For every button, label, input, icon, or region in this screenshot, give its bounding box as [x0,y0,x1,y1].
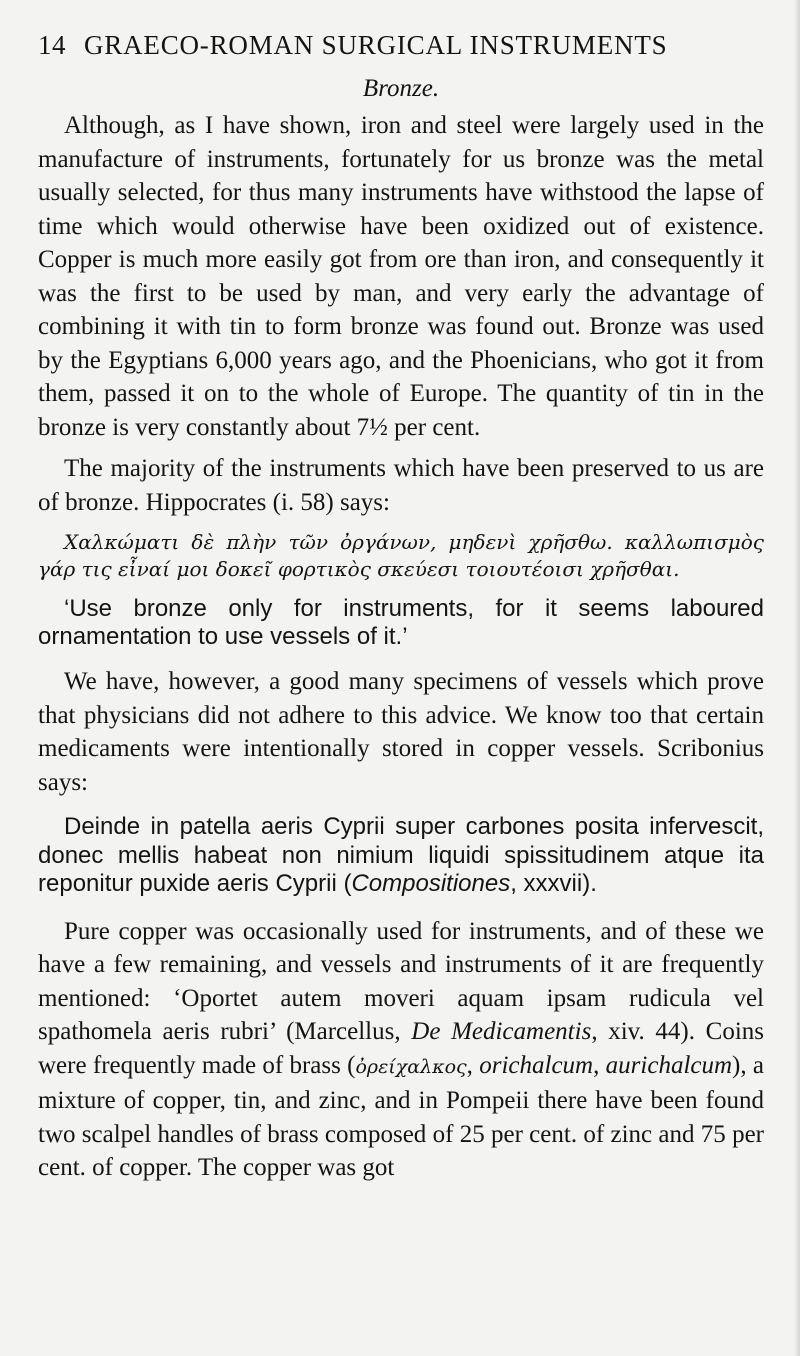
paragraph-vessels: We have, however, a good many specimens of vessels which prove that physicians did not adhere to this advice. We know too that certain medicaments were intentionally stored in copper vessels. Scribonius says: [38,668,764,796]
page-number: 14 [38,30,66,60]
copper-text-e: ), a mixture of copper, tin, and zinc, and in Pompeii there have been found two scalpel handles of brass composed of 25 per cent. of zinc and 75 per cent. of copper. The copper was got [38,1051,765,1181]
greek-quotation: Χαλκώματι δὲ πλὴν τῶν ὀργάνων, μηδενὶ χρῆσθω. καλλωπισμὸς γάρ τις εἶναί μοι δοκεῖ φορτικὸς σκεύεσι τοιουτέοισι χρῆσθαι. [38,530,764,581]
latin-quotation-text: Deinde in patella aeris Cyprii super carbones posita infervescit, donec mellis habeat non nimium liquidi spissitudinem atque ita reponitur puxide aeris Cyprii ( [38,813,764,897]
work-title: De Medicamentis [411,1018,592,1045]
running-head [38,30,764,61]
latin-quotation-source: Compositiones [351,870,511,897]
latin-quotation-ref: , xxxvii). [510,870,597,897]
paragraph-bronze-intro: Although, as I have shown, iron and steel were largely used in the manufacture of instruments, fortunately for us bronze was the metal usually selected, for thus many instruments have withstood the lapse of time which would otherwise have been oxidized out of existence. Copper is much more easily got from ore than iron, and consequently it was the first to be used by man, and very early the advantage of combining it with tin to form bronze was found out. Bronze was used by the Egyptians 6,000 years ago, and the Phoenicians, who got it from them, passed it on to the whole of Europe. The quantity of tin in the bronze is very constantly about 7½ per cent. [38,112,764,441]
quotation-translation: ‘Use bronze only for instruments, for it seems laboured ornamentation to use vessels of it.’ [38,595,764,650]
copper-text-c: , [466,1051,480,1079]
latin-term-orichalcum: orichalcum [479,1051,594,1079]
section-title: Bronze. [362,75,440,102]
latin-term-aurichalcum: aurichalcum [605,1051,733,1079]
paragraph-hippocrates: The majority of the instruments which have been preserved to us are of bronze. Hippocrates (i. 58) says: [38,455,764,516]
latin-quotation [38,813,764,899]
copper-text-a: Pure copper was occasionally used for instruments, and of these we have a few remaining, and vessels and instruments of it are frequently mentioned: ‘Oportet autem moveri aquam ipsam rudicula vel spathomela aeris rubri’ (Marcellus, [38,917,764,1045]
copper-text-d: , [593,1051,606,1079]
running-title: GRAECO-ROMAN SURGICAL INSTRUMENTS [84,30,668,60]
paragraph-copper [38,915,764,1185]
copper-text-b: , xiv. 44). Coins were frequently made of brass ( [38,1018,765,1079]
greek-term: ὀρείχαλκος [355,1055,467,1078]
page-edge [794,0,800,1356]
